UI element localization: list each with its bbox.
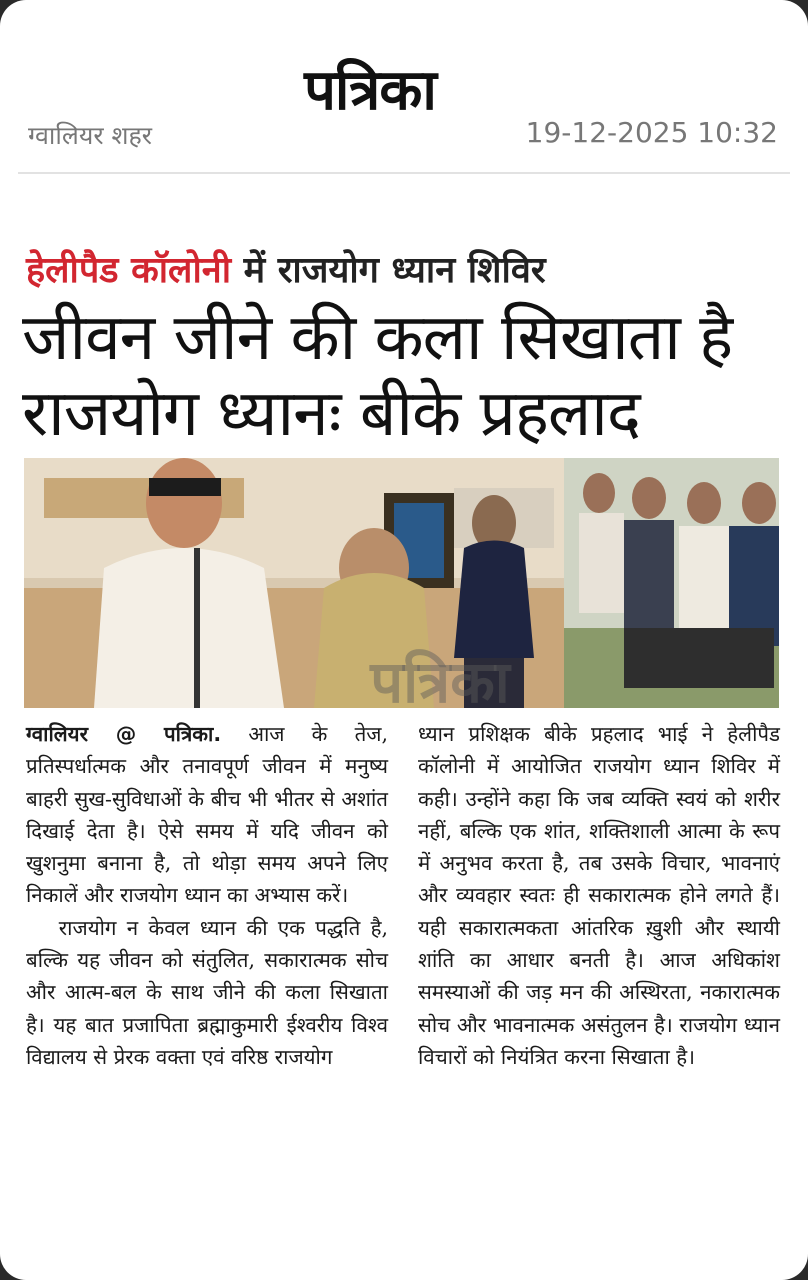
- kicker-rest: में राजयोग ध्यान शिविर: [231, 250, 546, 291]
- newspaper-masthead: पत्रिका: [304, 58, 436, 123]
- headline-line-1: जीवन जीने की कला सिखाता है: [22, 301, 733, 375]
- article-column-2: [418, 718, 780, 1073]
- edition-label: ग्वालियर शहर: [28, 121, 152, 150]
- dateline: ग्वालियर @ पत्रिका.: [26, 722, 222, 746]
- publish-datetime: 19-12-2025 10:32: [525, 116, 778, 149]
- paragraph-1-body: आज के तेज, प्रतिस्पर्धात्मक और तनावपूर्ण जीवन में मनुष्य बाहरी सुख-सुविधाओं के बीच भी भीतर से अशांत दिखाई देता है। ऐसे समय में यदि जीवन को खुशनुमा बनाना है, तो थोड़ा समय अपने लिए निकालें और राजयोग ध्यान का अभ्यास करें।: [26, 722, 388, 908]
- article-column-1: [26, 718, 388, 1073]
- header-divider: [18, 172, 790, 174]
- photo-watermark: पत्रिका: [370, 648, 510, 716]
- kicker-highlight: हेलीपैड कॉलोनी: [26, 250, 232, 291]
- article-paragraph-2: राजयोग न केवल ध्यान की एक पद्धति है, बल्कि यह जीवन को संतुलित, सकारात्मक सोच और आत्म-बल के साथ जीने की कला सिखाता है। यह बात प्रजापिता ब्रह्माकुमारी ईश्वरीय विश्व विद्यालय से प्रेरक वक्ता एवं वरिष्ठ राजयोग: [26, 915, 388, 1069]
- headline-line-2: राजयोग ध्यानः बीके प्रहलाद: [22, 377, 640, 451]
- article-paragraph-1: [26, 718, 388, 912]
- article-paragraph-3: ध्यान प्रशिक्षक बीके प्रहलाद भाई ने हेलीपैड कॉलोनी में आयोजित राजयोग ध्यान शिविर में कही। उन्होंने कहा कि जब व्यक्ति स्वयं को शरीर नहीं, बल्कि एक शांत, शक्तिशाली आत्मा के रूप में अनुभव करता है, तब उसके विचार, भावनाएं और व्यवहार स्वतः ही सकारात्मक होने लगते हैं। यही सकारात्मकता आंतरिक ख़ुशी और स्थायी शांति का आधार बनती है। आज अधिकांश समस्याओं की जड़ मन की अस्थिरता, नकारात्मक सोच और भावनात्मक असंतुलन है। राजयोग ध्यान विचारों को नियंत्रित करना सिखाता है।: [418, 722, 780, 1069]
- article-kicker: [26, 244, 546, 293]
- article-headline: [22, 300, 792, 452]
